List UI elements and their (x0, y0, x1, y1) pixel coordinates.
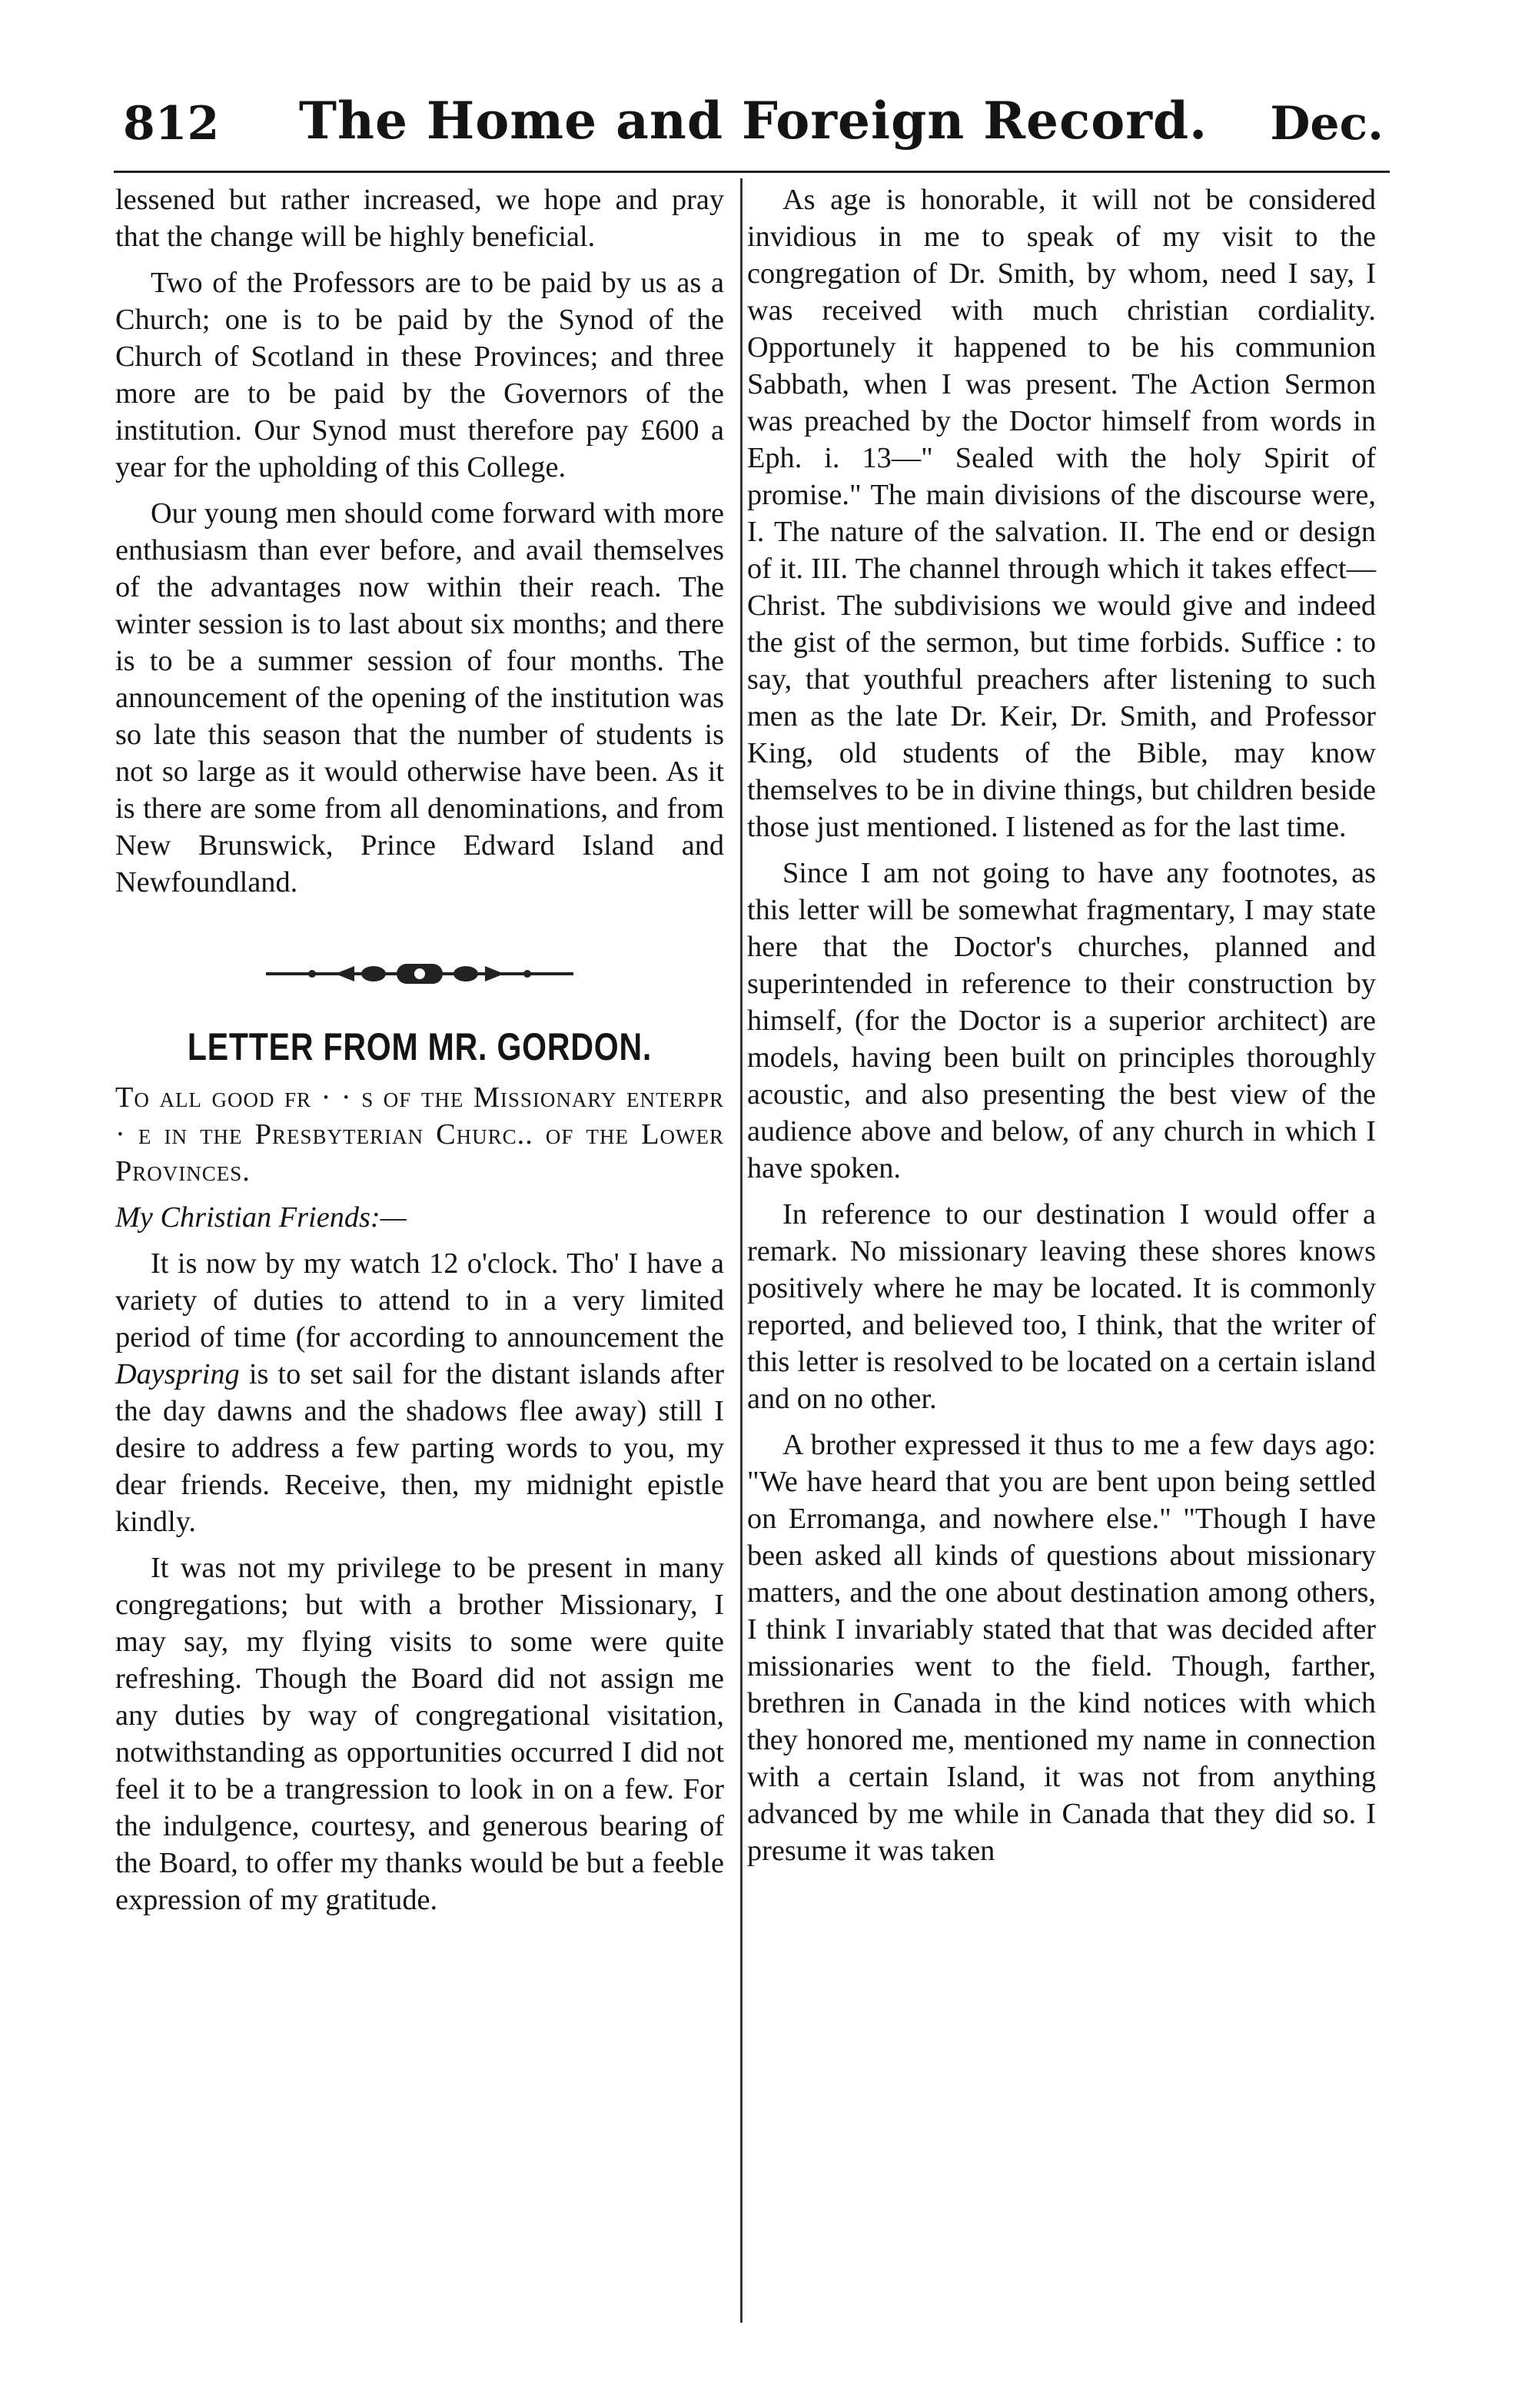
issue-month: Dec. (1270, 97, 1384, 151)
paragraph-congregations: It was not my privilege to be present in many congregations; but with a brother Missionary, I may say, my flying visits to some were quite refreshing. Though the Board did not assign me any duties by way of congregational visitation, notwithstanding as opportunities occurred I did not feel it to be a trangression to look in on a few. For the indulgence, courtesy, and generous bearing of the Board, to offer my thanks would be but a feeble expression of my gratitude. (115, 1552, 724, 1916)
right-column (747, 181, 1376, 1878)
page-number: 812 (123, 97, 220, 151)
paragraph-young-men: Our young men should come forward with more enthusiasm than ever before, and avail themselves of the advantages now within their reach. The winter session is to last about six months; and there is to be a summer session of four months. The announcement of the opening of the institution was so late this season that the number of students is not so large as it would otherwise have been. As it is there are some from all denominations, and from New Brunswick, Prince Edward Island and Newfoundland. (115, 497, 724, 898)
paragraph-churches: Since I am not going to have any footnotes, as this letter will be somewhat fragmentary, I may state here that the Doctor's churches, planned and superintended in reference to their construction by himself, (for the Doctor is a superior architect) are models, having been built on principles thoroughly acoustic, and also presenting the best view of the audience above and below, of any church in which I have spoken. (747, 857, 1376, 1184)
paragraph-destination: In reference to our destination I would offer a remark. No missionary leaving these shores knows positively where he may be located. It is commonly reported, and believed too, I think, that the writer of this letter is resolved to be located on a certain island and on no other. (747, 1198, 1376, 1415)
letter-salutation: My Christian Friends:— (115, 1201, 407, 1234)
letter-address: To all good fr · · s of the Missionary enterpr · e in the Presbyterian Churc.. of the Lower Provinces. (115, 1081, 724, 1187)
ship-name: Dayspring (115, 1358, 240, 1390)
ornament-icon (258, 955, 581, 993)
left-column (115, 181, 724, 1928)
paragraph-college-continued: lessened but rather increased, we hope and pray that the change will be highly beneficial. (115, 184, 724, 253)
letter-heading: LETTER FROM MR. GORDON. (187, 1025, 653, 1068)
paragraph-professors: Two of the Professors are to be paid by us as a Church; one is to be paid by the Synod of the Church of Scotland in these Provinces; and three more are to be paid by the Governors of the institution. Our Synod must therefore pay £600 a year for the upholding of this College. (115, 267, 724, 483)
paragraph-erromanga: A brother expressed it thus to me a few days ago: "We have heard that you are bent upon being settled on Erromanga, and nowhere else." "Though I have been asked all kinds of questions about missionary matters, and the one about destination among others, I think I invariably stated that that was decided after missionaries went to the field. Though, farther, brethren in Canada in the kind notices with which they honored me, mentioned my name in connection with a certain Island, it was not from anything advanced by me while in Canada that they did so. I presume it was taken (747, 1429, 1376, 1867)
running-header (123, 91, 1384, 168)
text-span: is to set sail for the distant islands after the day dawns and the shadows flee away) still I desire to address a few parting words to you, my dear friends. Receive, then, my midnight epistle kindly. (115, 1358, 724, 1538)
paragraph-midnight (115, 1245, 724, 1540)
paragraph-dr-smith: As age is honorable, it will not be considered invidious in me to speak of my visit to the congregation of Dr. Smith, by whom, need I say, I was received with much christian cordiality. Opportunely it happened to be his communion Sabbath, when I was present. The Action Sermon was preached by the Doctor himself from words in Eph. i. 13—" Sealed with the holy Spirit of promise." The main divisions of the discourse were, I. The nature of the salvation. II. The end or design of it. III. The channel through which it takes effect—Christ. The subdivisions we would give and indeed the gist of the sermon, but time forbids. Suffice : to say, that youthful preachers after listening to such men as the late Dr. Keir, Dr. Smith, and Professor King, old students of the Bible, may know themselves to be in divine things, but children beside those just mentioned. I listened as for the last time. (747, 184, 1376, 843)
text-span: It is now by my watch 12 o'clock. Tho' I have a variety of duties to attend to in a very limited period of time (for according to announcement the (115, 1247, 724, 1353)
journal-title: The Home and Foreign Record. (298, 91, 1208, 151)
column-divider (740, 178, 743, 2323)
header-rule (114, 171, 1390, 173)
ornament-divider (115, 955, 724, 993)
